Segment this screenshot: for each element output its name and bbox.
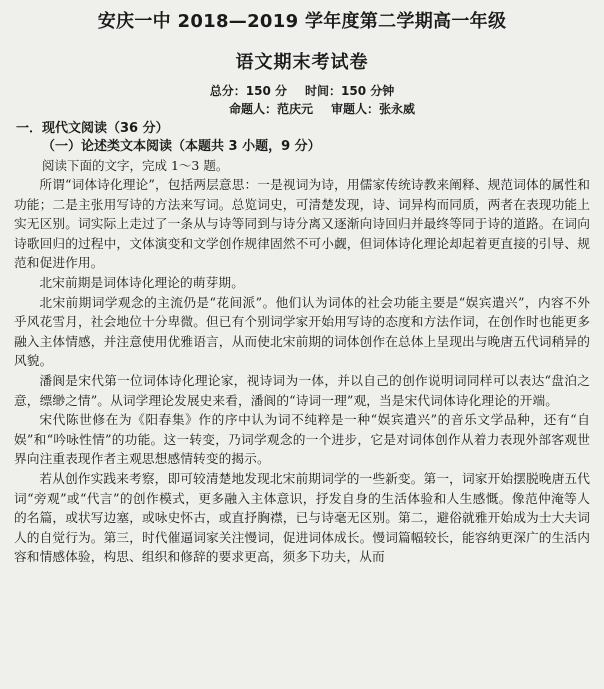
reading-passage	[14, 175, 590, 567]
question-reviewer: 审题人：张永威	[331, 102, 416, 116]
exam-subtitle: 语文期末考试卷	[235, 52, 369, 73]
reading-instruction: 阅读下面的文字，完成 1～3 题。	[42, 158, 229, 173]
exam-time: 时间：150 分钟	[305, 84, 395, 98]
total-score: 总分：150 分	[209, 84, 287, 98]
passage-paragraph: 宋代陈世修在为《阳春集》作的序中认为词不纯粹是一种“娱宾遣兴”的音乐文学品种，还有“自娱”和“吟咏性情”的功能。这一转变，乃词学观念的一个进步，它是对词体创作从着力表现外部客观世界向注重表现作者主观思想感情转变的揭示。	[14, 412, 590, 467]
meta-row-score-time	[14, 82, 590, 100]
subsection-heading: （一）论述类文本阅读（本题共 3 小题，9 分）	[42, 139, 321, 154]
meta-row-authors	[14, 100, 590, 118]
exam-meta	[14, 82, 590, 118]
passage-paragraph: 所谓“词体诗化理论”，包括两层意思：一是视词为诗，用儒家传统诗教来阐释、规范词体的属性和功能；二是主张用写诗的方法来写词。总览词史，可清楚发现，诗、词异构而同质，两者在表现功能上实无区别。词实际上走过了一条从与诗等同到与诗分离又逐渐向诗回归并最终等同于诗的道路。在词向诗歌回归的过程中，文体演变和文学创作规律固然不可小觑，但词体诗化理论却起着更直接的引导、规范和促进作用。	[14, 177, 590, 271]
section-heading: 一．现代文阅读（36 分）	[16, 121, 169, 136]
passage-paragraph: 北宋前期是词体诗化理论的萌芽期。	[39, 274, 244, 290]
passage-paragraph: 潘阆是宋代第一位词体诗化理论家，视诗词为一体，并以自己的创作说明词同样可以表达“盘泊之意，缥缈之情”。从词学理论发展史来看，潘阆的“诗词一理”观，当是宋代词体诗化理论的开端。	[14, 372, 590, 408]
passage-paragraph: 若从创作实践来考察，即可较清楚地发现北宋前期词学的一些新变。第一，词家开始摆脱晚唐五代词“旁观”或“代言”的创作模式，更多融入主体意识，抒发自身的生活体验和人生感慨。像范仲淹等人的名篇，或状写边塞，或咏史怀古，或直抒胸襟，已与诗毫无区别。第二，避俗就雅开始成为士大夫词人的自觉行为。第三，时代催逼词家关注慢词，促进词体成长。慢词篇幅较长，能容纳更深广的生活内容和情感体验，构思、组织和修辞的要求更高，须多下功夫，从而	[14, 470, 590, 565]
passage-paragraph: 北宋前期词学观念的主流仍是“花间派”。他们认为词体的社会功能主要是“娱宾遣兴”，内容不外乎风花雪月，社会地位十分卑微。但已有个别词学家开始用写诗的态度和方法作词，在创作时也能更多融入主体情感，并注意使用优雅语言，从而使北宋前期的词体创作在总体上呈现出与晚唐五代词稍异的风貌。	[14, 294, 590, 369]
exam-title: 安庆一中 2018—2019 学年度第二学期高一年级	[97, 11, 507, 32]
question-setter: 命题人：范庆元	[228, 102, 313, 116]
